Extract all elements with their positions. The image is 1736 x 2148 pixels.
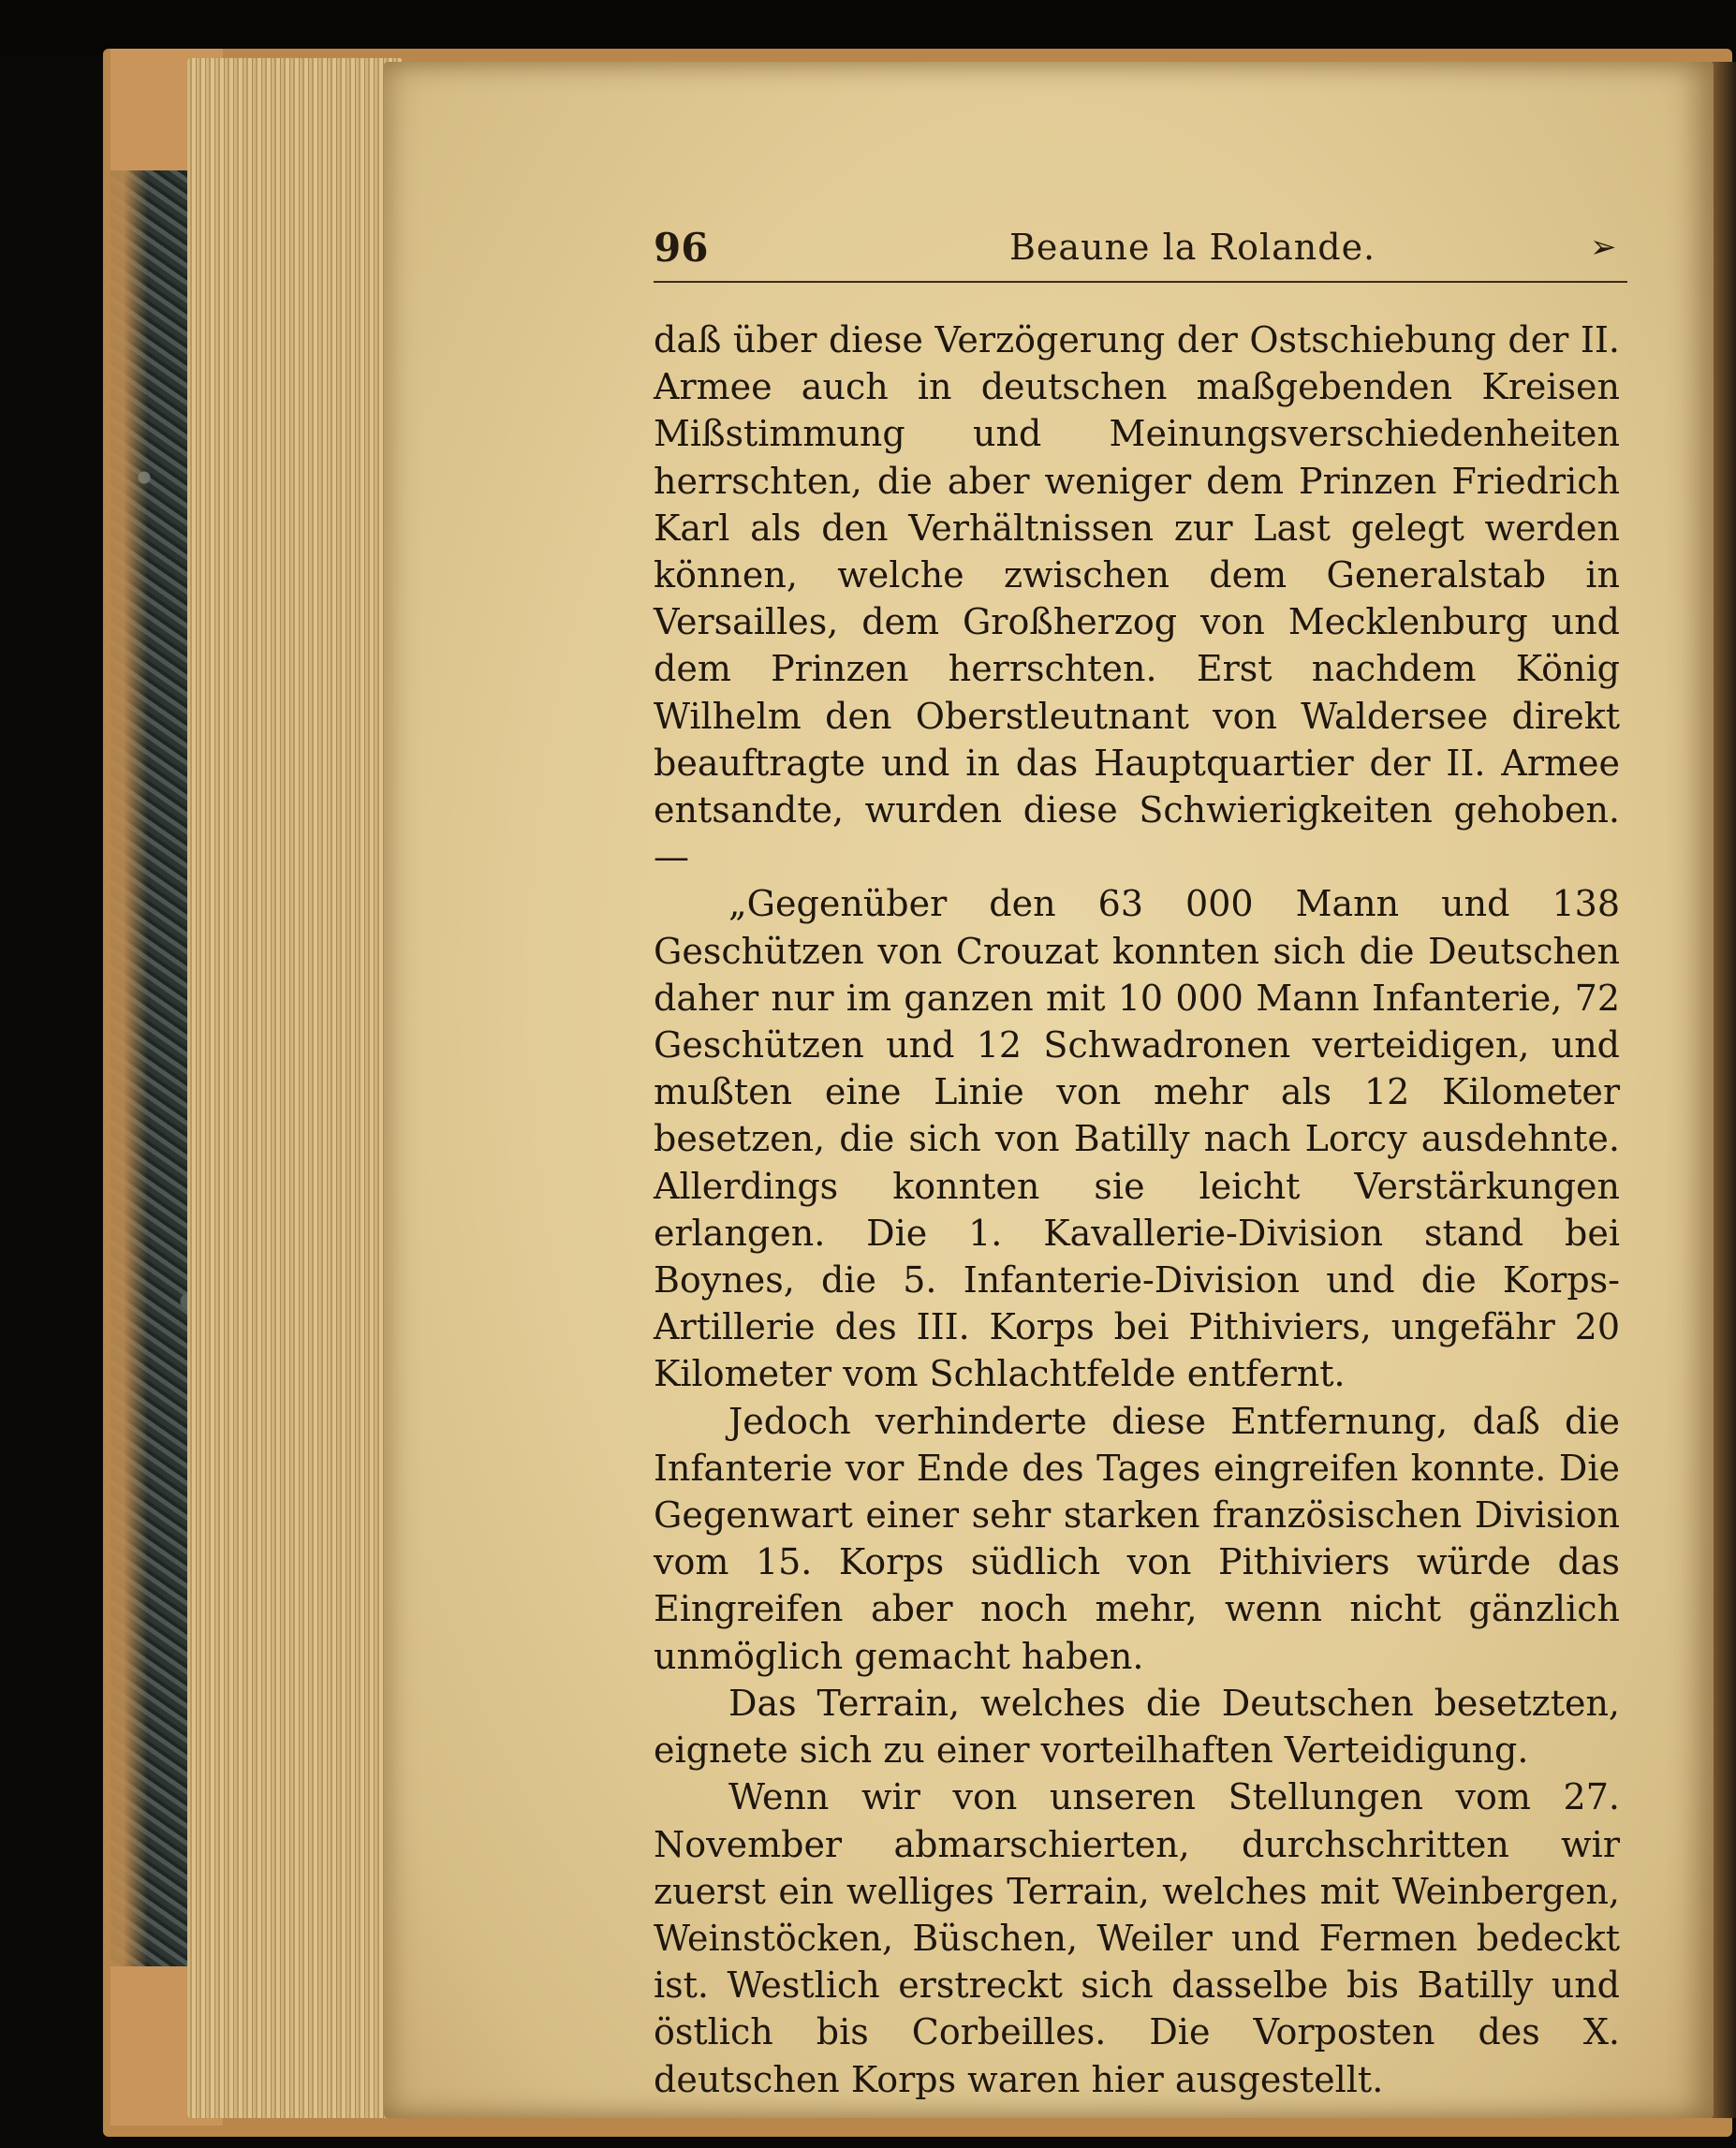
page-body <box>654 316 1620 2103</box>
paragraph-1: daß über diese Verzögerung der Ostschiebung der II. Armee auch in deutschen maßgebenden Kreisen Mißstimmung und Meinungsverschiedenheiten herrschten, die aber weniger dem Prinzen Friedrich Karl als den Verhältnissen zur Last gelegt werden können, welche zwischen dem Generalstab in Versailles, dem Großherzog von Mecklenburg und dem Prinzen herrschten. Erst nachdem König Wilhelm den Oberstleutnant von Waldersee direkt beauftragte und in das Hauptquartier der II. Armee entsandte, wurden diese Schwierigkeiten gehoben. — <box>654 319 1620 878</box>
paragraph-5: Wenn wir von unseren Stellungen vom 27. November abmarschierten, durchschritten wir zuerst ein welliges Terrain, welches mit Weinbergen, Weinstöcken, Büschen, Weiler und Fermen bedeckt ist. Westlich erstreckt sich dasselbe bis Batilly und östlich bis Corbeilles. Die Vorposten des X. deutschen Korps waren hier ausgestellt. <box>654 1776 1620 2100</box>
page-number: 96 <box>654 225 709 271</box>
paragraph-3: Jedoch verhinderte diese Entfernung, daß die Infanterie vor Ende des Tages eingreifen konnte. Die Gegenwart einer sehr starken französischen Division vom 15. Korps südlich von Pithiviers würde das Eingreifen aber noch mehr, wenn nicht gänzlich unmöglich gemacht haben. <box>654 1400 1620 1677</box>
running-title: Beaune la Rolande. <box>1009 227 1376 268</box>
page-header <box>654 217 1627 279</box>
header-rule <box>654 281 1627 283</box>
paragraph-2: „Gegenüber den 63 000 Mann und 138 Geschützen von Crouzat konnten sich die Deutschen daher nur im ganzen mit 10 000 Mann Infanterie, 72 Geschützen und 12 Schwadronen verteidigen, und mußten eine Linie von mehr als 12 Kilometer besetzen, die sich von Batilly nach Lorcy ausdehnte. Allerdings konnten sie leicht Verstärkungen erlangen. Die 1. Kavallerie-Division stand bei Boynes, die 5. Infanterie-Division und die Korps-Artillerie des III. Korps bei Pithiviers, ungefähr 20 Kilometer vom Schlachtfelde entfernt. <box>654 883 1620 1395</box>
page-stack <box>187 58 403 2118</box>
paragraph-4: Das Terrain, welches die Deutschen besetzten, eignete sich zu einer vorteilhaften Verteidigung. <box>654 1682 1620 1772</box>
arrow-icon: ➢ <box>1590 228 1617 266</box>
gutter-edge <box>1712 62 1736 2118</box>
background-top <box>0 0 1736 56</box>
